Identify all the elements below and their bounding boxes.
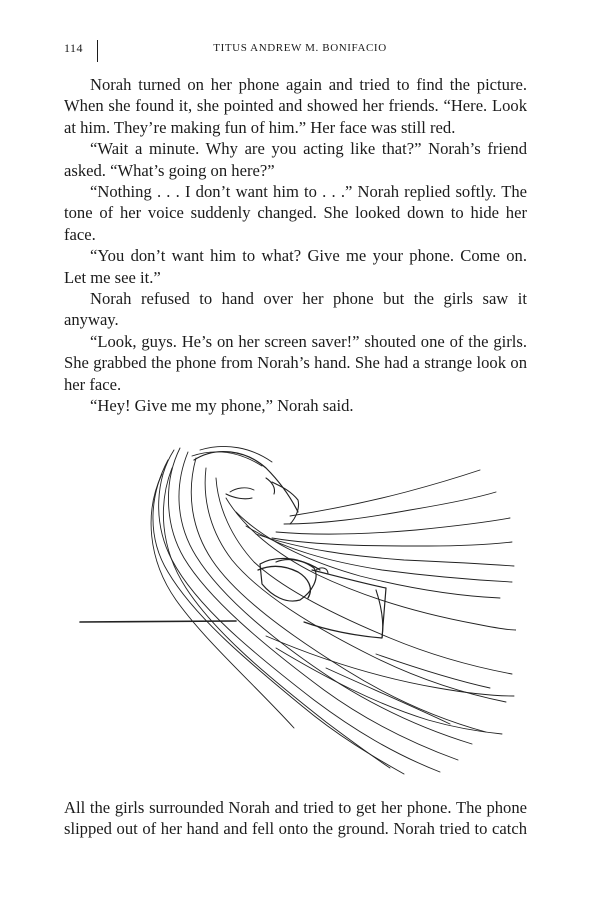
sketch-illustration: [76, 438, 516, 783]
paragraph-7: “Hey! Give me my phone,” Norah said.: [90, 396, 354, 416]
paragraph-2: “Wait a minute. Why are you acting like that?” Norah’s friend asked. “What’s going on here?”: [64, 139, 527, 180]
paragraph-6: “Look, guys. He’s on her screen saver!” shouted one of the girls. She grabbed the phone from Norah’s hand. She had a strange look on her face.: [64, 331, 527, 394]
paragraph-8: All the girls surrounded Norah and tried to get her phone. The phone slipped out of her hand and fell onto the ground. Norah tried to catch: [64, 798, 527, 839]
paragraph-1: Norah turned on her phone again and tried to find the picture. When she found it, she pointed and showed her friends. “Here. Look at him. They’re making fun of him.” Her face was still red.: [64, 75, 527, 137]
body-text: [64, 74, 527, 417]
paragraph-4: “You don’t want him to what? Give me your phone. Come on. Let me see it.”: [64, 246, 527, 287]
paragraph-5: Norah refused to hand over her phone but the girls saw it anyway.: [64, 289, 527, 330]
page-header: [64, 40, 528, 62]
body-text-continued: [64, 797, 527, 840]
page-number: 114: [64, 41, 84, 55]
paragraph-3: “Nothing . . . I don’t want him to . . .” Norah replied softly. The tone of her voice suddenly changed. She looked down to hide her face.: [64, 182, 527, 244]
running-head: TITUS ANDREW M. BONIFACIO: [213, 42, 387, 54]
